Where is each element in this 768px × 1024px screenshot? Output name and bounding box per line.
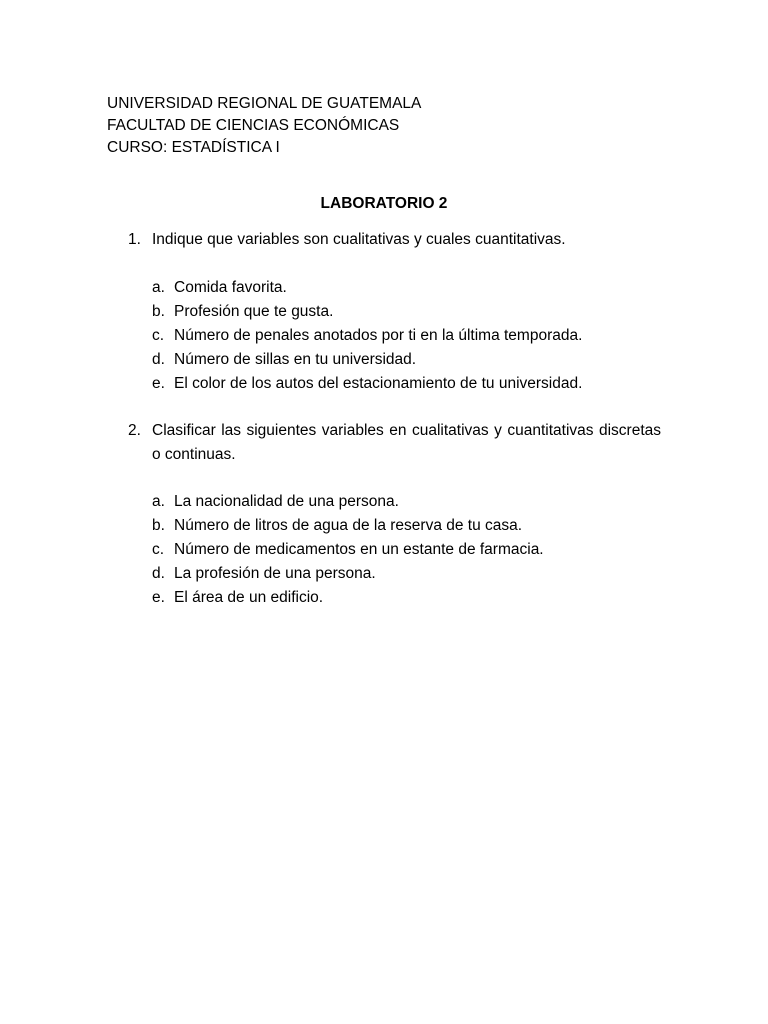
option-text: La profesión de una persona. [174, 565, 376, 582]
option-letter: d. [152, 565, 165, 582]
option-letter: c. [152, 327, 165, 344]
option-text: La nacionalidad de una persona. [174, 493, 399, 510]
list-item [152, 324, 582, 348]
list-item [152, 276, 582, 300]
option-text: Número de penales anotados por ti en la última temporada. [174, 327, 583, 344]
list-item [152, 348, 582, 372]
option-letter: b. [152, 517, 165, 534]
question-2-options [152, 490, 544, 610]
list-item [152, 372, 582, 396]
question-1 [128, 228, 661, 252]
option-letter: b. [152, 303, 165, 320]
option-letter: e. [152, 589, 165, 606]
option-letter: a. [152, 493, 165, 510]
option-text: Profesión que te gusta. [174, 303, 334, 320]
faculty-name: FACULTAD DE CIENCIAS ECONÓMICAS [107, 117, 400, 134]
list-item [152, 300, 582, 324]
list-item [152, 514, 544, 538]
option-text: Número de sillas en tu universidad. [174, 351, 417, 368]
question-2 [128, 419, 661, 467]
list-item [152, 490, 544, 514]
list-item [152, 562, 544, 586]
university-name: UNIVERSIDAD REGIONAL DE GUATEMALA [107, 95, 422, 112]
option-text: Número de medicamentos en un estante de farmacia. [174, 541, 544, 558]
question-text: Indique que variables son cualitativas y cuales cuantitativas. [152, 231, 566, 248]
question-number: 2. [128, 422, 141, 439]
list-item [152, 586, 544, 610]
option-text: El área de un edificio. [174, 589, 324, 606]
option-text: El color de los autos del estacionamiento de tu universidad. [174, 375, 583, 392]
option-letter: e. [152, 375, 165, 392]
list-item [152, 538, 544, 562]
question-1-options [152, 276, 582, 396]
course-name: CURSO: ESTADÍSTICA I [107, 139, 280, 156]
question-number: 1. [128, 231, 141, 248]
question-text: Clasificar las siguientes variables en cualitativas y cuantitativas discretas o continuas. [152, 422, 661, 463]
option-letter: d. [152, 351, 165, 368]
document-header [107, 93, 421, 159]
option-letter: a. [152, 279, 165, 296]
option-letter: c. [152, 541, 165, 558]
option-text: Número de litros de agua de la reserva de tu casa. [174, 517, 523, 534]
document-title: LABORATORIO 2 [320, 195, 448, 212]
option-text: Comida favorita. [174, 279, 287, 296]
